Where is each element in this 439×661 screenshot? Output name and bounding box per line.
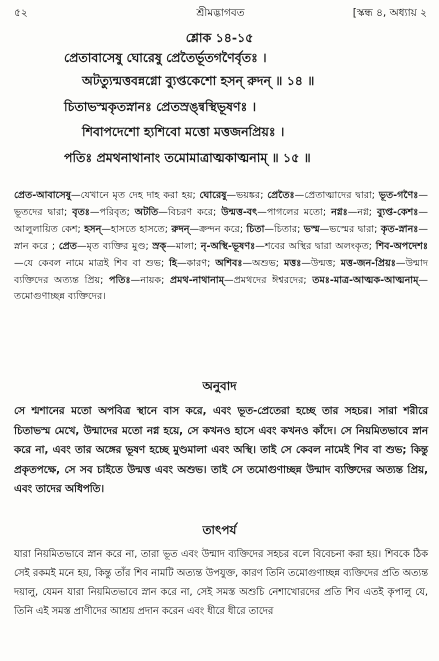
page-number: ৫২ <box>14 7 28 19</box>
synonym-word: মত্তঃ <box>284 257 302 269</box>
synonym-word: প্রেতৈঃ <box>267 190 295 201</box>
synonyms-paragraph: প্রেত-আবাসেষু—যেখানে মৃত দেহ দাহ করা হয়; ঘোরেষু—ভয়ঙ্কর; প্রেতৈঃ—প্রেতাত্মাদের দ্বারা; ভূত-গণৈঃ—ভূতদের দ্বারা; বৃতঃ—পরিবৃত; অটতি—বিচরণ করে; উন্মত্ত-বৎ—পাগলের মতো; নগ্নঃ—নগ্ন; ব্যুপ্ত-কেশঃ—আলুলায়িত কেশ; হসন্—হাসতে হাসতে; রুদন্—ক্রন্দন করে; চিতা—চিতার; ভস্ম—ভস্মের দ্বারা; কৃত-স্নানঃ—স্নান করে ; প্রেত—মৃত ব্যক্তির মুণ্ড; স্রক্—মালা; নৃ-অস্থি-ভূষণঃ—শবের অস্থির দ্বারা অলংকৃত; শিব-অপদেশঃ—যে কেবল নামে মাত্রই শিব বা শুভ; হি—কারণ; অশিবঃ—অশুভ; মত্তঃ—উন্মত্ত; মত্ত-জন-প্রিয়ঃ—উন্মাদ ব্যক্তিদের অত্যন্ত প্রিয়; পতিঃ—নায়ক; প্রমথ-নাথানাম্—প্রমথদের ঈশ্বরদের; তমঃ-মাত্র-আত্মক-আত্মনাম্—তমোগুণাচ্ছন্ন ব্যক্তিদের। <box>14 190 429 303</box>
synonym-word: নৃ-অস্থি-ভূষণঃ <box>200 240 256 252</box>
synonym-meaning: যে কেবল নামে মাত্রই শিব বা শুভ; <box>23 257 170 269</box>
synonym-meaning: ভূতদের দ্বারা; <box>14 206 73 218</box>
synonym-meaning: শবের অস্থির দ্বারা অলংকৃত; <box>264 240 376 252</box>
synonym-word: শিব-অপদেশঃ <box>375 240 428 252</box>
purport-heading: তাৎপর্য <box>202 523 237 537</box>
synonym-meaning: মালা; <box>175 240 201 252</box>
synonym-word: তমঃ-মাত্র-আত্মক-আত্মনাম্ <box>312 274 419 286</box>
verse-line: পতিঃ প্রমথনাথানাং তমোমাত্রাত্মকাত্মনাম্ ॥ ১৫ ॥ <box>64 150 311 165</box>
synonym-word: হি <box>169 257 177 269</box>
synonym-meaning: ক্রন্দন করে; <box>199 223 247 235</box>
synonym-meaning: চিতার; <box>273 223 304 235</box>
synonym-word: হসন্ <box>84 223 102 235</box>
synonym-word: স্রক্ <box>152 240 167 252</box>
synonym-meaning: প্রমথদের ঈশ্বরদের; <box>233 274 313 286</box>
synonym-meaning: আলুলায়িত কেশ; <box>14 223 85 235</box>
synonym-word: মত্ত-জন-প্রিয়ঃ <box>340 257 396 269</box>
synonym-word: প্রেত-আবাসেষু <box>14 190 72 201</box>
synonym-meaning: উন্মাদ ব্যক্তিদের অত্যন্ত প্রিয়; <box>14 257 428 286</box>
synonym-meaning: নায়ক; <box>140 274 170 286</box>
synonym-word: উন্মত্ত-বৎ <box>221 206 258 218</box>
synonym-word: প্রেত <box>58 240 78 252</box>
synonym-word: অশিবঃ <box>215 257 243 269</box>
synonym-meaning: হাসতে হাসতে; <box>110 223 172 235</box>
synonym-meaning: মৃত ব্যক্তির মুণ্ড; <box>86 240 153 252</box>
synonym-word: প্রমথ-নাথানাম্ <box>170 274 225 286</box>
chapter-reference: [স্কন্ধ ৪, অধ্যায় ২ <box>352 7 427 19</box>
translation-heading: অনুবাদ <box>202 379 237 393</box>
book-title: শ্রীমদ্ভাগবত <box>196 7 245 19</box>
synonym-word: অটতি <box>134 206 159 218</box>
verse-line: শিবাপদেশো হ্যশিবো মত্তো মত্তজনপ্রিয়ঃ । <box>82 124 285 139</box>
synonym-meaning: উন্মত্ত; <box>310 257 341 269</box>
synonym-meaning: নগ্ন; <box>357 206 377 218</box>
purport-paragraph: যারা নিয়মিতভাবে স্নান করে না, তারা ভূত এবং উন্মাদ ব্যক্তিদের সহচর বলে বিবেচনা করা হয়। শিবকে ঠিক সেই রকমই মনে হয়, কিন্তু তাঁর শিব নামটি অত্যন্ত উপযুক্ত, কারণ তিনি তমোগুণাচ্ছন্ন ব্যক্তিদের প্রতি অত্যন্ত দয়ালু, যেমন যারা নিয়মিতভাবে স্নান করে না, সেই সমস্ত অশুচি নেশাখোরদের প্রতি শিব এতই কৃপালু যে, তিনি এই সমস্ত প্রাণীদের আশ্রয় প্রদান করেন এবং ধীরে ধীরে তাদের <box>14 549 428 617</box>
synonym-meaning: তমোগুণাচ্ছন্ন ব্যক্তিদের। <box>14 291 106 303</box>
translation-paragraph: সে শ্মশানের মতো অপবিত্র স্থানে বাস করে, এবং ভূত-প্রেতেরা হচ্ছে তার সহচর। সারা শরীরে চিতাভস্ম মেখে, উন্মাদের মতো নগ্ন হয়ে, সে কখনও হাসে এবং কখনও কাঁদে। সে নিয়মিতভাবে স্নান করে না, এবং তার অঙ্গের ভূষণ হচ্ছে মুণ্ডমালা এবং অস্থি। তাই সে কেবল নামেই শিব বা শুভ; কিন্তু প্রকৃতপক্ষে, সে সব চাইতে উন্মত্ত এবং অশুভ। তাই সে তমোগুণাচ্ছন্ন উন্মাদ ব্যক্তিদের অত্যন্ত প্রিয়, এবং তাদের অধিপতি। <box>14 405 428 495</box>
synonym-word: রুদন্ <box>171 223 190 235</box>
synonym-meaning: ভস্মের দ্বারা; <box>329 223 381 235</box>
synonym-meaning: প্রেতাত্মাদের দ্বারা; <box>304 190 379 201</box>
synonym-word: ভূত-গণৈঃ <box>378 190 419 201</box>
synonym-word: ব্যুপ্ত-কেশঃ <box>377 206 419 218</box>
synonym-meaning: পাগলের মতো; <box>266 206 332 218</box>
synonym-word: বৃতঃ <box>72 206 90 218</box>
synonym-meaning: যেখানে মৃত দেহ দাহ করা হয়; <box>80 190 200 201</box>
synonym-word: ভস্ম <box>303 223 320 235</box>
synonym-meaning: কারণ; <box>186 257 216 269</box>
synonym-word: নগ্নঃ <box>331 206 348 218</box>
synonym-word: কৃত-স্নানঃ <box>380 223 419 235</box>
synonym-meaning: অশুভ; <box>252 257 284 269</box>
synonym-meaning: স্নান করে ; <box>14 240 59 252</box>
verse-line: প্রেতাবাসেষু ঘোরেষু প্রেতৈর্ভূতগণৈর্বৃতঃ । <box>64 50 267 65</box>
page-header <box>14 6 427 22</box>
verse-heading: শ্লোক ১৪-১৫ <box>185 30 254 45</box>
synonym-word: পতিঃ <box>109 274 131 286</box>
verse-line: চিতাভস্মকৃতস্নানঃ প্রেতস্রঙ্‌ন্বস্থিভূষণঃ । <box>64 99 257 114</box>
verse-line: অটত্যুন্মত্তবন্নগ্নো ব্যুপ্তকেশো হসন্ রুদন্ ॥ ১৪ ॥ <box>82 73 315 88</box>
synonym-meaning: বিচরণ করে; <box>167 206 222 218</box>
synonym-meaning: ভয়ঙ্কর; <box>236 190 268 201</box>
synonym-word: চিতা <box>246 223 265 235</box>
synonym-word: ঘোরেষু <box>199 190 227 201</box>
synonym-meaning: পরিবৃত; <box>99 206 135 218</box>
